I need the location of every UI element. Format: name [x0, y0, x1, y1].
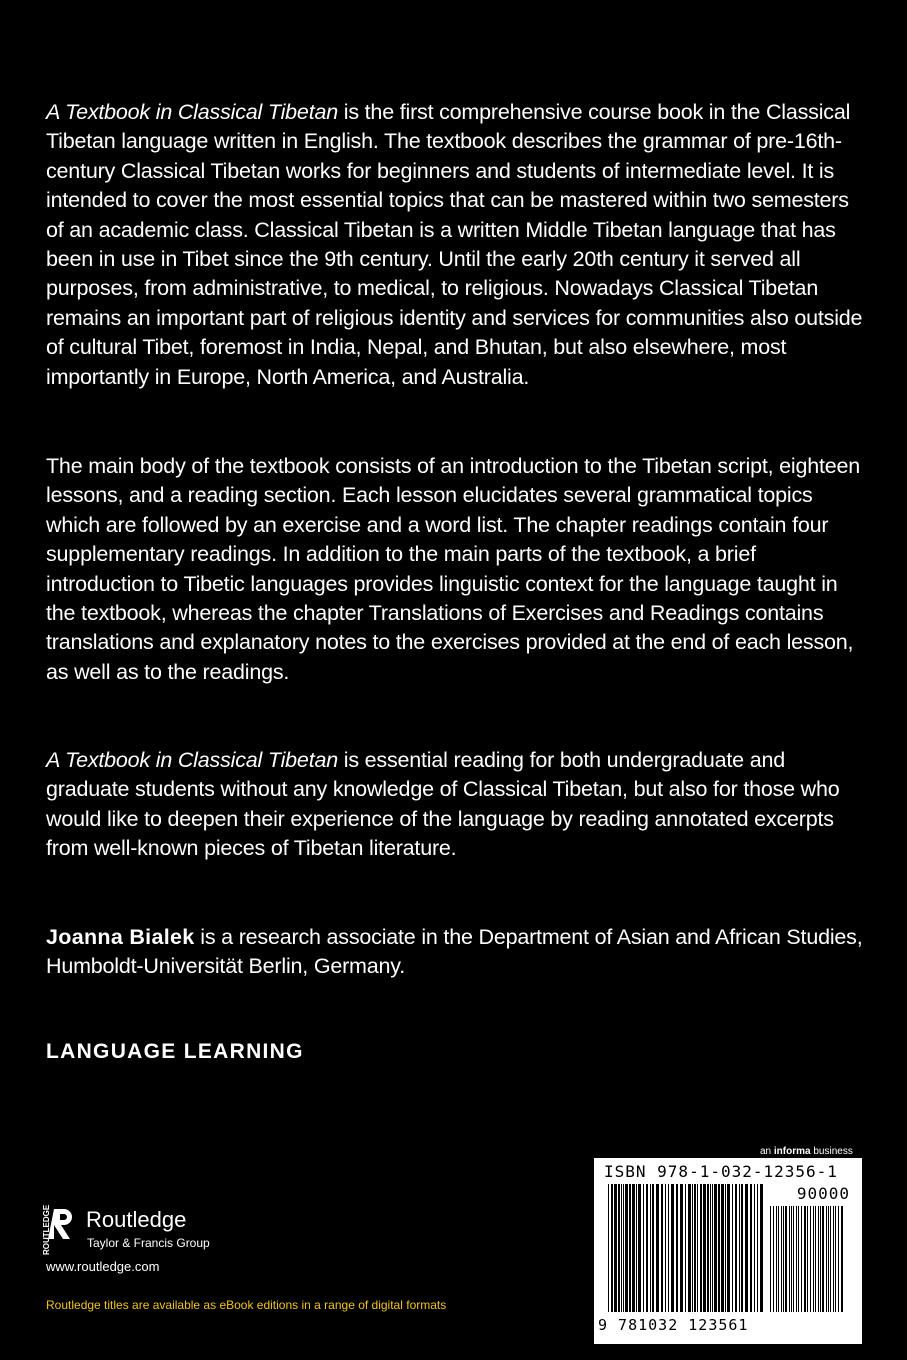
subject-category: LANGUAGE LEARNING [46, 1040, 304, 1063]
barcode-bar [718, 1184, 720, 1312]
blurb-paragraph-1 [46, 98, 866, 392]
barcode-bar [833, 1206, 834, 1312]
barcode-bar [791, 1206, 792, 1312]
barcode-bar [621, 1184, 622, 1312]
barcode-bar [629, 1184, 631, 1312]
publisher-name: Routledge [86, 1207, 187, 1232]
barcode-bar [694, 1184, 696, 1312]
blurb-text: is essential reading for both undergraduate and graduate students without any knowledge of Classical Tibetan, but also for those who would like to deepen their experience of the language by reading annotated excerpts from well-known pieces of Tibetan literature. [46, 748, 840, 861]
barcode-bar [727, 1184, 730, 1312]
svg-text:ROUTLEDGE: ROUTLEDGE [42, 1204, 51, 1255]
barcode-bar [700, 1184, 702, 1312]
barcode-bar [828, 1206, 829, 1312]
barcode-bar [656, 1184, 659, 1312]
barcode-bar [815, 1206, 816, 1312]
barcode-bar [721, 1184, 724, 1312]
blurb-text: is the first comprehensive course book in the Classical Tibetan language written in English. The textbook describes the grammar of pre-16th-century Classical Tibetan works for beginners and students of intermediate level. It is intended to cover the most essential topics that can be mastered within two semesters of an academic class. Classical Tibetan is a written Middle Tibetan language that has been in use in Tibet since the 9th century. Until the early 20th century it served all purposes, from administrative, to medical, to religious. Nowadays Classical Tibetan remains an important part of religious identity and services for communities also outside of cultural Tibet, foremost in India, Nepal, and Bhutan, but also elsewhere, most importantly in Europe, North America, and Australia. [46, 100, 863, 389]
barcode-bar [760, 1184, 763, 1312]
isbn-label: ISBN 978-1-032-12356-1 [604, 1162, 838, 1181]
barcode-bar [810, 1206, 811, 1312]
barcode-bar [680, 1184, 683, 1312]
barcode-bar [793, 1206, 794, 1312]
barcode-bar [804, 1206, 806, 1312]
ean-digits: 9 781032 123561 [598, 1316, 749, 1334]
barcode-bar [707, 1184, 709, 1312]
publisher-url[interactable]: www.routledge.com [46, 1259, 160, 1274]
barcode-bar [781, 1206, 782, 1312]
barcode-bar [835, 1206, 836, 1312]
book-title: A Textbook in Classical Tibetan [46, 100, 338, 124]
barcode-bar [789, 1206, 790, 1312]
barcode-bar [652, 1184, 654, 1312]
author-name: Joanna Bialek [46, 925, 195, 949]
price-code: 90000 [796, 1184, 850, 1203]
barcode-bar [685, 1184, 686, 1312]
barcode-bar [739, 1184, 740, 1312]
publisher-group: Taylor & Francis Group [87, 1236, 210, 1250]
barcode-bar [608, 1184, 609, 1312]
barcode-bar [712, 1184, 713, 1312]
barcode-bar [665, 1184, 666, 1312]
book-title: A Textbook in Classical Tibetan [46, 748, 338, 772]
barcode-bar [801, 1206, 802, 1312]
barcode-bar [735, 1184, 737, 1312]
blurb-paragraph-3 [46, 746, 866, 864]
barcode-bar [830, 1206, 831, 1312]
barcode-bar [697, 1184, 698, 1312]
barcode-bar [745, 1184, 748, 1312]
barcode-bar [661, 1184, 663, 1312]
barcode-bar [632, 1184, 635, 1312]
barcode-bar [807, 1206, 808, 1312]
barcode-bar [638, 1184, 641, 1312]
barcode-bar [646, 1184, 648, 1312]
informa-business-tag: an informa business [760, 1146, 853, 1157]
barcode-bar [838, 1206, 839, 1312]
barcode-bar [688, 1184, 691, 1312]
barcode-bar [643, 1184, 644, 1312]
barcode-bar [741, 1184, 743, 1312]
routledge-logo-icon [40, 1203, 76, 1255]
barcode-bar [785, 1206, 787, 1312]
barcode-bar [625, 1184, 628, 1312]
barcode-bar [776, 1206, 777, 1312]
author-bio [46, 923, 866, 982]
barcode-bar [796, 1206, 797, 1312]
price-barcode-bars [770, 1206, 848, 1316]
barcode-bar [710, 1184, 711, 1312]
barcode-bar [820, 1206, 821, 1312]
barcode-bar [611, 1184, 613, 1312]
barcode-bar [757, 1184, 758, 1312]
barcode-bar [773, 1206, 774, 1312]
barcode-bar [813, 1206, 814, 1312]
barcode-bar [614, 1184, 617, 1312]
barcode-bar [671, 1184, 674, 1312]
barcode-bar [725, 1184, 726, 1312]
barcode-bar [692, 1184, 693, 1312]
barcode-bar [650, 1184, 651, 1312]
author-bio-text: is a research associate in the Department of Asian and African Studies, Humboldt-Universität Berlin, Germany. [46, 925, 863, 979]
ean-barcode-bars [608, 1184, 768, 1316]
barcode-bar [783, 1206, 784, 1312]
barcode-bar [750, 1184, 752, 1312]
barcode-bar [770, 1206, 771, 1312]
barcode-bar [798, 1206, 799, 1312]
blurb-paragraph-2: The main body of the textbook consists of an introduction to the Tibetan script, eighteen lessons, and a reading section. Each lesson elucidates several grammatical topics which are followed by an exercise and a word list. The chapter readings contain four supplementary readings. In addition to the main parts of the textbook, a brief introduction to Tibetic languages provides linguistic context for the language taught in the textbook, whereas the chapter Translations of Exercises and Readings contains translations and explanatory notes to the exercises provided at the end of each lesson, as well as to the readings. [46, 454, 861, 684]
ebook-availability-note: Routledge titles are available as eBook editions in a range of digital formats [46, 1298, 447, 1312]
barcode-bar [841, 1206, 843, 1312]
barcode-bar [618, 1184, 620, 1312]
barcode-bar [676, 1184, 678, 1312]
barcode-bar [732, 1184, 733, 1312]
barcode-bar [778, 1206, 779, 1312]
isbn-barcode [594, 1158, 862, 1344]
barcode-bar [623, 1184, 624, 1312]
barcode-bar [636, 1184, 637, 1312]
barcode-bar [822, 1206, 824, 1312]
barcode-bar [668, 1184, 669, 1312]
barcode-bar [826, 1206, 827, 1312]
barcode-bar [818, 1206, 819, 1312]
barcode-bar [754, 1184, 755, 1312]
barcode-bar [714, 1184, 717, 1312]
barcode-bar [703, 1184, 706, 1312]
